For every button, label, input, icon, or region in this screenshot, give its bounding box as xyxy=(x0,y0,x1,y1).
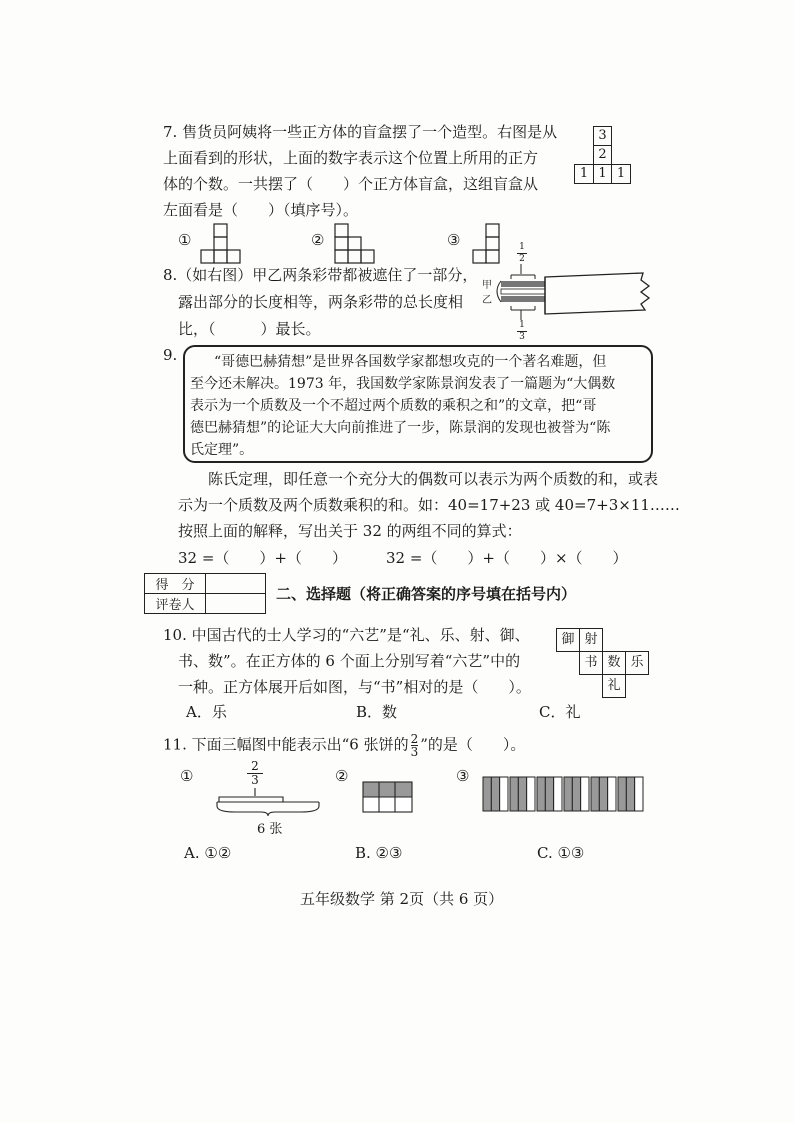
fraction-denominator: 3 xyxy=(410,745,419,759)
q9-text-line: 陈氏定理，即任意一个充分大的偶数可以表示为两个质数的和，或表 xyxy=(208,470,659,488)
q7-option-2-figure xyxy=(335,223,375,263)
top-view-cell: 1 xyxy=(611,164,631,184)
score-label: 得 分 xyxy=(145,574,206,594)
q10-line-1: 10. 中国古代的士人学习的“六艺”是“礼、乐、射、御、 xyxy=(163,626,530,644)
net-face: 乐 xyxy=(625,651,649,675)
fraction-denominator: 3 xyxy=(519,332,525,342)
fig2-grid-diagram xyxy=(362,781,414,813)
q10-option-c[interactable]: C．礼 xyxy=(539,703,581,721)
pancake-strip xyxy=(591,777,599,811)
q8-line-2: 露出部分的长度相等，两条彩带的总长度相 xyxy=(178,293,464,311)
box-line: 德巴赫猜想”的论证大大向前推进了一步，陈景润的发现也被誉为“陈 xyxy=(190,420,611,436)
q7-line-4: 左面看是（ ）（填序号）。 xyxy=(163,201,359,219)
fig1-label: 6 张 xyxy=(257,822,283,837)
box-line: 氏定理”。 xyxy=(190,442,254,458)
box-line: “哥德巴赫猜想”是世界各国数学家都想攻克的一个著名难题，但 xyxy=(214,354,607,370)
fig1-fraction xyxy=(247,760,263,787)
q11-figure-1-mark: ① xyxy=(180,767,194,785)
pancake-strip xyxy=(500,777,508,811)
fraction-denominator: 2 xyxy=(519,254,525,264)
fraction-numerator: 2 xyxy=(410,732,419,746)
q11-option-a[interactable]: A. ①② xyxy=(184,844,232,862)
net-face: 礼 xyxy=(602,674,626,698)
net-face: 射 xyxy=(579,628,603,652)
pancake-strip xyxy=(483,777,491,811)
q10-option-a[interactable]: A．乐 xyxy=(186,703,227,721)
fraction-numerator: 2 xyxy=(251,759,259,773)
pancake-strip xyxy=(626,777,634,811)
fraction-denominator: 3 xyxy=(247,773,263,787)
grader-cell[interactable] xyxy=(206,594,266,614)
q10-line-2: 书、数”。在正方体的 6 个面上分别写着“六艺”中的 xyxy=(178,652,521,670)
top-view-cell: 2 xyxy=(593,145,612,165)
pancake-strip xyxy=(527,777,535,811)
q11-stem-pre: 11. 下面三幅图中能表示出“6 张饼的 xyxy=(163,735,409,754)
pancake-strip xyxy=(537,777,545,811)
pancake-strip xyxy=(491,777,499,811)
net-face: 数 xyxy=(602,651,626,675)
q11-option-b[interactable]: B. ②③ xyxy=(355,844,403,862)
q7-option-3-mark: ③ xyxy=(447,231,461,249)
ribbon-label-jia: 甲 xyxy=(482,280,492,291)
pancake-strip xyxy=(618,777,626,811)
score-table xyxy=(144,573,266,614)
q11-figure-3-mark: ③ xyxy=(456,767,470,785)
fig3-strips-diagram xyxy=(482,775,642,813)
q9-equation-2: 32 =（ ）+（ ）×（ ） xyxy=(386,549,628,567)
net-face: 书 xyxy=(579,651,603,675)
q7-option-1-mark: ① xyxy=(178,231,192,249)
q7-option-1-figure xyxy=(201,223,241,263)
top-view-cell: 3 xyxy=(593,126,612,146)
pancake-strip xyxy=(572,777,580,811)
pancake-strip xyxy=(635,777,643,811)
fraction-numerator: 1 xyxy=(519,242,525,252)
q7-line-2: 上面看到的形状，上面的数字表示这个位置上所用的正方 xyxy=(163,149,539,167)
pancake-strip xyxy=(564,777,572,811)
grader-label: 评卷人 xyxy=(145,594,206,614)
fraction-numerator: 1 xyxy=(519,320,525,330)
score-cell[interactable] xyxy=(206,574,266,594)
box-line: 至今还未解决。1973 年，我国数学家陈景润发表了一篇题为“大偶数 xyxy=(190,376,616,392)
q11-stem-post: ”的是（ ）。 xyxy=(420,735,526,754)
ribbon-label-yi: 乙 xyxy=(482,295,492,306)
q8-line-3: 比，（ ）最长。 xyxy=(178,320,321,338)
page-footer: 五年级数学 第 2页（共 6 页） xyxy=(300,890,504,908)
q8-line-1: 8.（如右图）甲乙两条彩带都被遮住了一部分， xyxy=(163,266,478,284)
pancake-strip xyxy=(554,777,562,811)
q9-number: 9. xyxy=(163,346,178,364)
pancake-strip xyxy=(510,777,518,811)
box-line: 表示为一个质数及一个不超过两个质数的乘积之和”的文章，把“哥 xyxy=(190,398,597,414)
q11-figure-2-mark: ② xyxy=(335,767,349,785)
q11-stem xyxy=(163,733,525,758)
section-2-title: 二、选择题（将正确答案的序号填在括号内） xyxy=(276,585,577,603)
fig1-segment-diagram xyxy=(215,788,325,818)
q7-option-2-mark: ② xyxy=(311,231,325,249)
q8-ribbon-figure xyxy=(483,244,658,344)
net-face: 御 xyxy=(556,628,580,652)
q7-line-1: 7. 售货员阿姨将一些正方体的盲盒摆了一个造型。右图是从 xyxy=(163,123,558,141)
top-view-cell: 1 xyxy=(593,164,612,184)
pancake-strip xyxy=(581,777,589,811)
q10-option-b[interactable]: B．数 xyxy=(356,703,398,721)
q9-text-line: 示为一个质数及两个质数乘积的和。如：40=17+23 或 40=7+3×11…… xyxy=(178,496,680,514)
q9-text-line: 按照上面的解释，写出关于 32 的两组不同的算式： xyxy=(178,522,522,540)
pancake-strip xyxy=(545,777,553,811)
pancake-strip xyxy=(608,777,616,811)
q9-equation-1: 32 =（ ）+（ ） xyxy=(178,549,347,567)
pancake-strip xyxy=(599,777,607,811)
q10-line-3: 一种。正方体展开后如图，与“书”相对的是（ ）。 xyxy=(178,678,531,696)
pancake-strip xyxy=(518,777,526,811)
q11-stem-fraction xyxy=(411,733,419,758)
top-view-cell: 1 xyxy=(574,164,594,184)
ribbon-fraction-bottom xyxy=(517,321,527,342)
q7-line-3: 体的个数。一共摆了（ ）个正方体盲盒，这组盲盒从 xyxy=(163,175,539,193)
q11-option-c[interactable]: C. ①③ xyxy=(537,844,585,862)
ribbon-fraction-top xyxy=(517,243,527,264)
